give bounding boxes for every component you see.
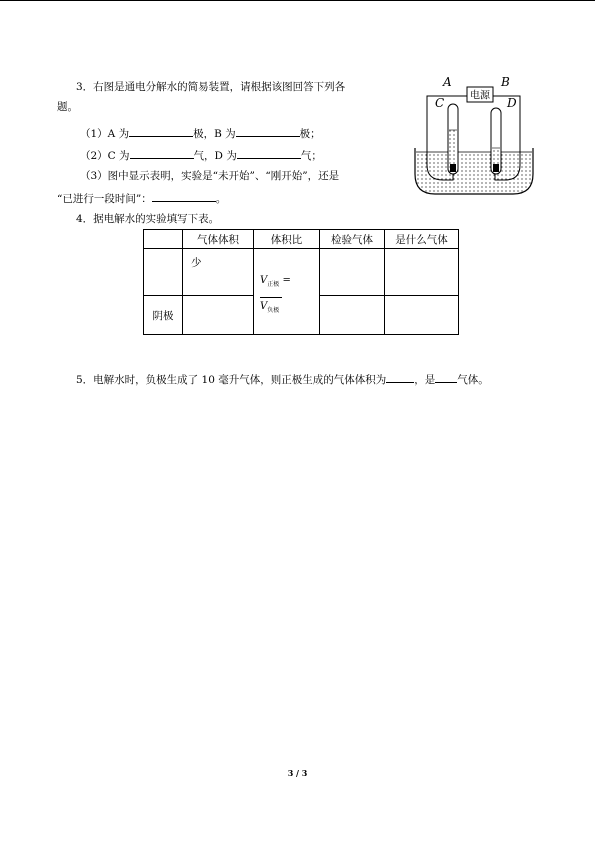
answer-blank-a[interactable] [129,125,193,137]
label-a: A [443,75,452,89]
label-c: C [435,96,445,110]
q3-sub1-suffix: 极； [299,128,321,140]
answer-blank-stage[interactable] [152,190,216,202]
ratio-equals: = [282,275,291,286]
row2-volume-cell[interactable] [183,296,254,335]
answer-blank-b[interactable] [236,125,300,137]
q3-sub2-suffix: 气； [300,150,322,162]
q3-sub1-prefix: （1）A 为 [80,128,130,140]
electrode-right [493,164,499,172]
q3-sub2-mid: 气，D 为 [193,150,237,162]
volume-ratio-fraction [254,275,319,316]
label-b: B [501,75,510,89]
header-cell: 体积比 [254,230,320,249]
answer-blank-d[interactable] [237,147,301,159]
q5-prefix: 5．电解水时，负极生成了 10 毫升气体，则正极生成的气体体积为 [76,374,387,386]
q3-sub1 [80,125,321,141]
row1-gas-cell[interactable] [385,249,459,296]
table-header-row [144,230,459,249]
electrolysis-table [143,229,459,335]
header-cell: 是什么气体 [385,230,459,249]
header-cell: 检验气体 [320,230,385,249]
header-cell [144,230,183,249]
row2-gas-cell[interactable] [385,296,459,335]
ratio-cell [254,249,320,335]
q3-sub3-line1: （3）图中显示表明，实验是“未开始”、“刚开始”，还是 [80,170,340,182]
q4-title: 4．据电解水的实验填写下表。 [76,213,220,225]
electrolysis-apparatus-figure [413,70,535,200]
ratio-denominator: $V_{负极}$ [260,301,280,314]
water-fill [416,152,532,193]
q3-sub3-line2 [57,190,226,206]
header-cell: 气体体积 [183,230,254,249]
table-row [144,249,459,296]
q3-sub3-suffix: 。 [215,193,227,205]
q3-line2: 题。 [57,101,78,113]
page-number: 3 / 3 [287,768,308,778]
q5-mid: ，是 [414,374,436,386]
row1-test-cell[interactable] [320,249,385,296]
fraction-bar [260,297,282,298]
row1-label-cell[interactable] [144,249,183,296]
q5-suffix: 气体。 [457,374,489,386]
row2-test-cell[interactable] [320,296,385,335]
ratio-numerator: $V_{正极}$ [260,275,280,288]
answer-blank-gas[interactable] [435,371,457,383]
q3-sub2-prefix: （2）C 为 [80,150,130,162]
row1-volume-cell: 少 [183,249,254,296]
q3-sub1-mid: 极，B 为 [193,128,236,140]
q3-line1: 3．右图是通电分解水的简易装置，请根据该图回答下列各 [76,81,346,93]
power-source-label: 电源 [470,90,490,102]
q3-sub3-prefix: “已进行一段时间”： [57,193,152,205]
electrode-left [450,164,456,172]
q3-sub2 [80,147,322,163]
row2-label-cell: 阴极 [144,296,183,335]
answer-blank-c[interactable] [130,147,194,159]
answer-blank-volume[interactable] [386,371,414,383]
q5-line [76,371,489,387]
header-rule [0,0,595,1]
label-d: D [507,96,517,110]
